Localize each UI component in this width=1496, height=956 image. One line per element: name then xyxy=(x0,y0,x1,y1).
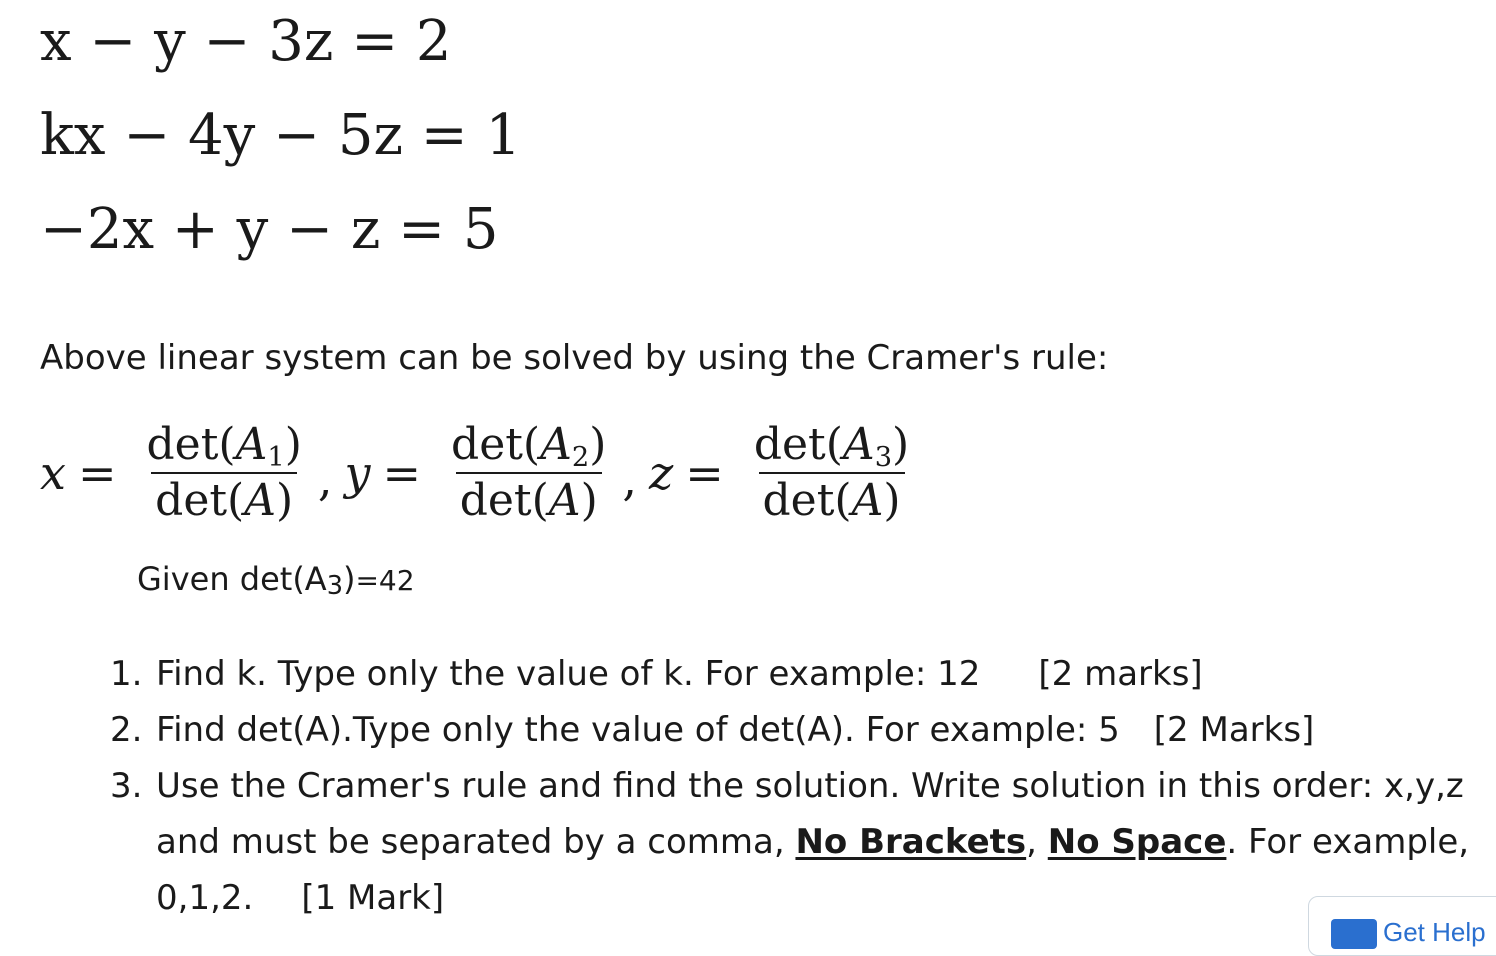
question-number: 1. xyxy=(110,654,143,694)
equation-1-text: x − y − 3z = 2 xyxy=(40,9,452,74)
get-help-label: Get Help xyxy=(1383,917,1486,947)
get-help-button[interactable] xyxy=(1308,896,1496,956)
x-variable: x xyxy=(40,446,66,500)
question-number: 2. xyxy=(110,710,143,750)
question-text: Use the Cramer's rule and find the solution. Write solution in this order: x,y,z and must be separated by a comma, xyxy=(156,766,1464,862)
given-value xyxy=(137,560,415,601)
question-marks: [2 marks] xyxy=(1038,654,1203,694)
question-text: Find k. Type only the value of k. For example: 12 xyxy=(156,654,981,694)
equals-sign: = xyxy=(685,446,724,500)
equation-3 xyxy=(40,197,499,262)
cramer-formula xyxy=(40,418,925,528)
equals-sign: = xyxy=(382,446,422,500)
given-subscript: 3 xyxy=(326,570,343,601)
y-variable: y xyxy=(344,446,371,500)
question-marks: [2 Marks] xyxy=(1153,710,1315,750)
given-number: =42 xyxy=(355,564,415,597)
no-brackets-emphasis: No Brackets xyxy=(795,822,1027,862)
fraction-z xyxy=(750,418,913,526)
equation-2 xyxy=(40,103,522,168)
chat-icon xyxy=(1331,919,1377,949)
comma: , xyxy=(622,452,638,506)
denominator-x: det(A) xyxy=(151,472,297,524)
question-text-end: . For example, 0,1,2. xyxy=(156,822,1470,918)
given-suffix: ) xyxy=(342,560,356,598)
intro-text: Above linear system can be solved by using the Cramer's rule: xyxy=(40,338,1109,378)
question-text: Find det(A).Type only the value of det(A). For example: 5 xyxy=(156,710,1120,750)
numerator-x: det(A1) xyxy=(146,418,302,474)
numerator-z: det(A3) xyxy=(753,418,910,474)
denominator-z: det(A) xyxy=(759,472,905,524)
question-1 xyxy=(110,646,1490,702)
question-number: 3. xyxy=(110,766,143,806)
given-prefix: Given det(A xyxy=(137,560,327,598)
z-variable: z xyxy=(649,446,674,500)
separator: , xyxy=(1026,822,1048,862)
equation-2-text: kx − 4y − 5z = 1 xyxy=(40,103,522,168)
equation-1 xyxy=(40,9,452,74)
no-space-emphasis: No Space xyxy=(1047,822,1227,862)
fraction-y xyxy=(447,418,610,526)
comma: , xyxy=(317,452,333,506)
question-list xyxy=(110,646,1490,926)
equals-sign: = xyxy=(77,446,117,500)
question-2 xyxy=(110,702,1490,758)
numerator-y: det(A2) xyxy=(451,418,607,474)
question-marks: [1 Mark] xyxy=(301,878,445,918)
denominator-y: det(A) xyxy=(456,472,602,524)
question-3 xyxy=(110,758,1490,926)
fraction-x xyxy=(143,418,306,526)
equation-3-text: −2x + y − z = 5 xyxy=(40,197,499,262)
